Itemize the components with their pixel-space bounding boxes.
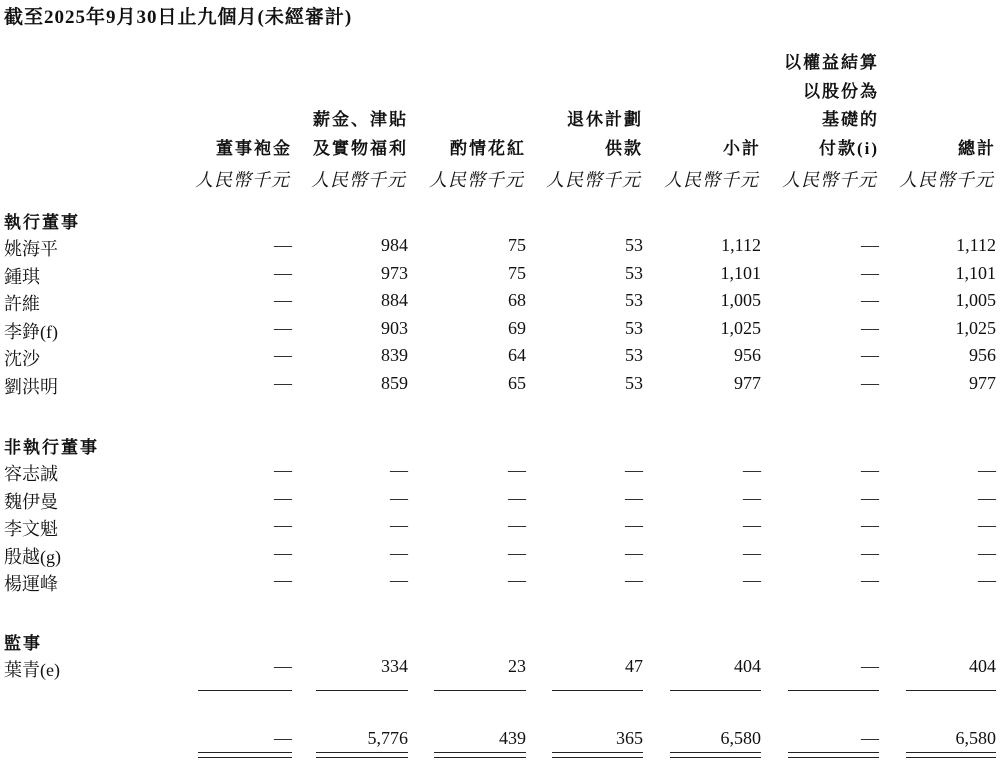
table-cell: — [861, 542, 879, 563]
subtotal-rule [552, 690, 643, 691]
subtotal-rule [198, 690, 292, 691]
table-cell: — [274, 290, 292, 310]
table-cell: 1,005 [955, 290, 996, 310]
table-cell: 404 [969, 656, 996, 676]
table-cell: — [978, 487, 996, 508]
table-cell: 53 [625, 345, 643, 365]
table-cell: 53 [625, 235, 643, 255]
table-cell: — [861, 460, 879, 480]
table-cell: — [743, 515, 761, 535]
total-cell: 5,776 [367, 728, 408, 748]
subtotal-rule [906, 690, 996, 691]
table-cell: — [861, 235, 879, 255]
table-cell: 977 [734, 372, 761, 393]
column-header: 薪金、津貼 [313, 110, 408, 129]
total-double-rule [316, 752, 408, 758]
table-cell: — [861, 345, 879, 365]
total-cell: — [274, 728, 292, 748]
table-cell: — [390, 460, 408, 480]
total-double-rule [906, 752, 996, 758]
table-cell: 334 [381, 656, 408, 676]
table-cell: — [861, 656, 879, 676]
table-cell: — [625, 542, 643, 563]
table-cell: 68 [508, 290, 526, 310]
table-cell: — [743, 460, 761, 480]
table-cell: 903 [381, 317, 408, 338]
table-cell: — [625, 515, 643, 535]
table-cell: — [861, 372, 879, 393]
row-label: 容志誠 [4, 464, 58, 484]
table-cell: — [508, 570, 526, 590]
column-header: 供款 [605, 138, 643, 158]
table-cell: 47 [625, 656, 643, 676]
column-unit: 人民幣千元 [546, 170, 641, 190]
subtotal-rule [670, 690, 761, 691]
table-cell: 1,112 [956, 235, 996, 255]
table-cell: 1,005 [720, 290, 761, 310]
table-cell: 404 [734, 656, 761, 676]
table-cell: 956 [734, 345, 761, 365]
column-unit: 人民幣千元 [195, 170, 290, 190]
table-cell: — [625, 487, 643, 508]
table-cell: 973 [381, 262, 408, 283]
column-header: 付款(i) [818, 138, 879, 158]
section-heading: 執行董事 [4, 213, 80, 232]
table-title: 截至2025年9月30日止九個月(未經審計) [4, 7, 353, 28]
row-label: 許維 [4, 294, 40, 314]
column-header: 退休計劃 [567, 110, 643, 129]
table-cell: 1,101 [955, 262, 996, 283]
table-cell: — [274, 345, 292, 365]
table-cell: — [625, 570, 643, 590]
table-cell: 53 [625, 317, 643, 338]
table-cell: — [390, 515, 408, 535]
table-cell: 977 [969, 372, 996, 393]
table-cell: — [274, 317, 292, 338]
section-heading: 監事 [4, 634, 42, 653]
table-cell: 984 [381, 235, 408, 255]
table-cell: — [861, 317, 879, 338]
row-label: 姚海平 [4, 239, 58, 259]
row-label: 鍾琪 [4, 266, 40, 287]
table-cell: 1,112 [721, 235, 761, 255]
column-unit: 人民幣千元 [899, 170, 994, 190]
total-cell: 6,580 [955, 728, 996, 748]
table-cell: — [508, 487, 526, 508]
total-double-rule [552, 752, 643, 758]
row-label: 殷越(g) [4, 546, 61, 567]
subtotal-rule [788, 690, 879, 691]
table-cell: — [978, 515, 996, 535]
table-cell: — [861, 570, 879, 590]
table-cell: 53 [625, 262, 643, 283]
table-cell: 884 [381, 290, 408, 310]
table-cell: — [274, 656, 292, 676]
table-cell: 839 [381, 345, 408, 365]
table-cell: — [978, 542, 996, 563]
column-header: 小計 [723, 138, 761, 158]
column-unit: 人民幣千元 [782, 170, 877, 190]
subtotal-rule [316, 690, 408, 691]
table-cell: — [861, 290, 879, 310]
table-cell: — [978, 460, 996, 480]
total-cell: 439 [499, 728, 526, 748]
table-cell: — [390, 487, 408, 508]
table-cell: — [508, 542, 526, 563]
table-cell: 64 [508, 345, 526, 365]
column-unit: 人民幣千元 [429, 170, 524, 190]
column-unit: 人民幣千元 [664, 170, 759, 190]
table-cell: — [274, 487, 292, 508]
row-label: 劉洪明 [4, 376, 58, 397]
table-cell: 23 [508, 656, 526, 676]
table-cell: 1,025 [955, 317, 996, 338]
table-cell: 69 [508, 317, 526, 338]
column-header: 以股份為 [803, 81, 879, 101]
row-label: 魏伊曼 [4, 491, 58, 512]
table-cell: 65 [508, 372, 526, 393]
table-cell: — [508, 460, 526, 480]
table-cell: 1,025 [720, 317, 761, 338]
table-cell: — [861, 515, 879, 535]
column-header: 及實物福利 [313, 138, 408, 158]
column-header: 董事袍金 [216, 138, 292, 158]
column-header: 以權益結算 [784, 53, 879, 72]
row-label: 李錚(f) [4, 321, 58, 342]
table-cell: — [274, 515, 292, 535]
table-cell: — [390, 570, 408, 590]
column-header: 酌情花紅 [450, 138, 526, 158]
table-cell: — [625, 460, 643, 480]
table-cell: — [861, 262, 879, 283]
total-double-rule [434, 752, 526, 758]
row-label: 沈沙 [4, 349, 40, 369]
subtotal-rule [434, 690, 526, 691]
table-cell: — [743, 542, 761, 563]
table-cell: 75 [508, 262, 526, 283]
column-header: 基礎的 [822, 110, 879, 129]
total-double-rule [198, 752, 292, 758]
table-cell: 956 [969, 345, 996, 365]
row-label: 李文魁 [4, 519, 58, 539]
table-cell: — [861, 487, 879, 508]
row-label: 楊運峰 [4, 574, 58, 594]
table-cell: — [274, 570, 292, 590]
total-cell: 365 [616, 728, 643, 748]
table-cell: — [743, 487, 761, 508]
column-header: 總計 [958, 138, 996, 158]
table-cell: 75 [508, 235, 526, 255]
table-cell: — [274, 460, 292, 480]
table-cell: 53 [625, 372, 643, 393]
table-cell: — [274, 372, 292, 393]
table-cell: — [274, 262, 292, 283]
table-cell: — [978, 570, 996, 590]
row-label: 葉青(e) [4, 660, 60, 680]
table-cell: 53 [625, 290, 643, 310]
table-cell: — [274, 542, 292, 563]
total-double-rule [788, 752, 879, 758]
table-cell: — [274, 235, 292, 255]
table-cell: — [743, 570, 761, 590]
total-double-rule [670, 752, 761, 758]
section-heading: 非執行董事 [4, 438, 99, 457]
table-cell: — [508, 515, 526, 535]
total-cell: — [861, 728, 879, 748]
column-unit: 人民幣千元 [311, 170, 406, 190]
total-cell: 6,580 [720, 728, 761, 748]
table-cell: 859 [381, 372, 408, 393]
table-cell: — [390, 542, 408, 563]
table-cell: 1,101 [720, 262, 761, 283]
